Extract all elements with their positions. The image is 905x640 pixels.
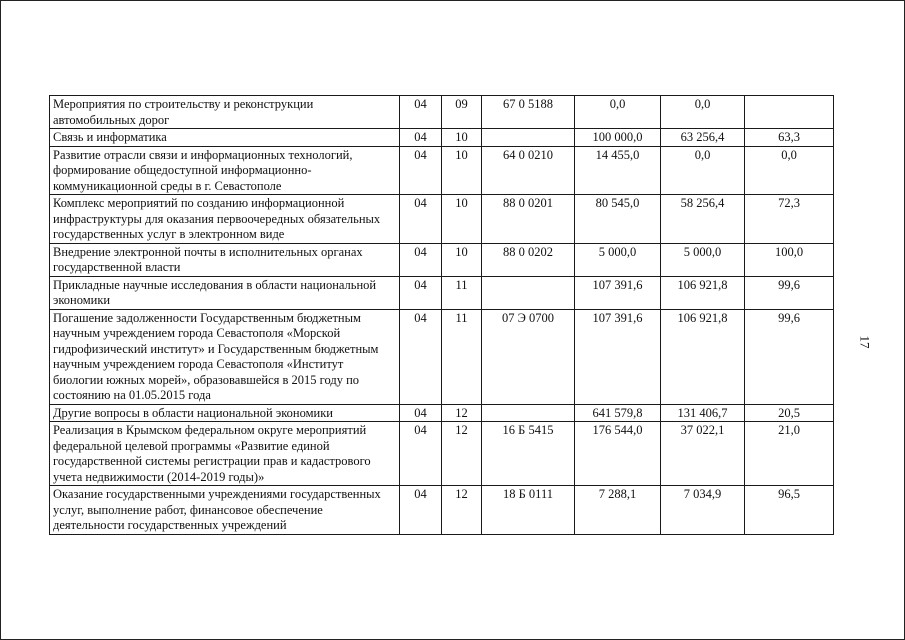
row-target-item: 18 Б 0111 (482, 486, 575, 535)
row-section: 04 (400, 146, 442, 195)
row-fact: 5 000,0 (661, 243, 745, 276)
row-subsection: 10 (442, 243, 482, 276)
row-section: 04 (400, 422, 442, 486)
row-section: 04 (400, 486, 442, 535)
row-percent: 20,5 (745, 404, 834, 422)
row-plan: 7 288,1 (575, 486, 661, 535)
row-plan: 5 000,0 (575, 243, 661, 276)
row-plan: 176 544,0 (575, 422, 661, 486)
table-row (50, 129, 834, 147)
row-fact: 37 022,1 (661, 422, 745, 486)
row-name: Развитие отрасли связи и информационных технологий, формирование общедоступной информационно-коммуникационной среды в г. Севастополе (50, 146, 400, 195)
table-row (50, 195, 834, 244)
row-plan: 0,0 (575, 96, 661, 129)
row-target-item: 88 0 0202 (482, 243, 575, 276)
row-target-item (482, 129, 575, 147)
table-row (50, 146, 834, 195)
row-percent: 100,0 (745, 243, 834, 276)
row-name: Реализация в Крымском федеральном округе мероприятий федеральной целевой программы «Развитие единой государственной системы регистрации прав и кадастрового учета недвижимости (2014-2019 годы)» (50, 422, 400, 486)
row-subsection: 10 (442, 146, 482, 195)
row-target-item: 16 Б 5415 (482, 422, 575, 486)
page-number: 17 (857, 335, 873, 349)
row-percent: 96,5 (745, 486, 834, 535)
row-section: 04 (400, 96, 442, 129)
row-plan: 80 545,0 (575, 195, 661, 244)
row-percent (745, 96, 834, 129)
row-plan: 107 391,6 (575, 309, 661, 404)
row-section: 04 (400, 309, 442, 404)
table-row (50, 96, 834, 129)
row-target-item: 07 Э 0700 (482, 309, 575, 404)
row-fact: 0,0 (661, 96, 745, 129)
row-target-item: 67 0 5188 (482, 96, 575, 129)
row-target-item (482, 404, 575, 422)
row-subsection: 12 (442, 486, 482, 535)
row-target-item: 88 0 0201 (482, 195, 575, 244)
row-name: Внедрение электронной почты в исполнительных органах государственной власти (50, 243, 400, 276)
row-percent: 99,6 (745, 309, 834, 404)
row-percent: 0,0 (745, 146, 834, 195)
row-fact: 106 921,8 (661, 276, 745, 309)
row-plan: 641 579,8 (575, 404, 661, 422)
row-plan: 107 391,6 (575, 276, 661, 309)
row-target-item (482, 276, 575, 309)
row-fact: 63 256,4 (661, 129, 745, 147)
row-section: 04 (400, 129, 442, 147)
table-row (50, 404, 834, 422)
row-name: Прикладные научные исследования в области национальной экономики (50, 276, 400, 309)
row-subsection: 09 (442, 96, 482, 129)
budget-table (49, 95, 834, 535)
table-row (50, 276, 834, 309)
row-subsection: 12 (442, 404, 482, 422)
row-name: Комплекс мероприятий по созданию информационной инфраструктуры для оказания первоочередных обязательных государственных услуг в электронном виде (50, 195, 400, 244)
row-fact: 0,0 (661, 146, 745, 195)
row-section: 04 (400, 243, 442, 276)
row-percent: 21,0 (745, 422, 834, 486)
row-name: Оказание государственными учреждениями государственных услуг, выполнение работ, финансовое обеспечение деятельности государственных учреждений (50, 486, 400, 535)
row-name: Мероприятия по строительству и реконструкции автомобильных дорог (50, 96, 400, 129)
row-percent: 72,3 (745, 195, 834, 244)
row-subsection: 10 (442, 129, 482, 147)
row-percent: 63,3 (745, 129, 834, 147)
row-plan: 14 455,0 (575, 146, 661, 195)
row-subsection: 11 (442, 276, 482, 309)
table-row (50, 309, 834, 404)
row-fact: 7 034,9 (661, 486, 745, 535)
row-percent: 99,6 (745, 276, 834, 309)
row-section: 04 (400, 195, 442, 244)
row-name: Другие вопросы в области национальной экономики (50, 404, 400, 422)
row-section: 04 (400, 276, 442, 309)
row-fact: 131 406,7 (661, 404, 745, 422)
budget-table-body (50, 96, 834, 535)
row-name: Связь и информатика (50, 129, 400, 147)
table-row (50, 422, 834, 486)
table-row (50, 486, 834, 535)
row-subsection: 11 (442, 309, 482, 404)
row-fact: 58 256,4 (661, 195, 745, 244)
row-fact: 106 921,8 (661, 309, 745, 404)
row-subsection: 12 (442, 422, 482, 486)
row-section: 04 (400, 404, 442, 422)
row-subsection: 10 (442, 195, 482, 244)
row-target-item: 64 0 0210 (482, 146, 575, 195)
row-name: Погашение задолженности Государственным бюджетным научным учреждением города Севастополя «Морской гидрофизический институт» и Государственным бюджетным научным учреждением города Севастополя «Институт биологии южных морей», образовавшейся в 2015 году по состоянию на 01.05.2015 года (50, 309, 400, 404)
row-plan: 100 000,0 (575, 129, 661, 147)
table-row (50, 243, 834, 276)
